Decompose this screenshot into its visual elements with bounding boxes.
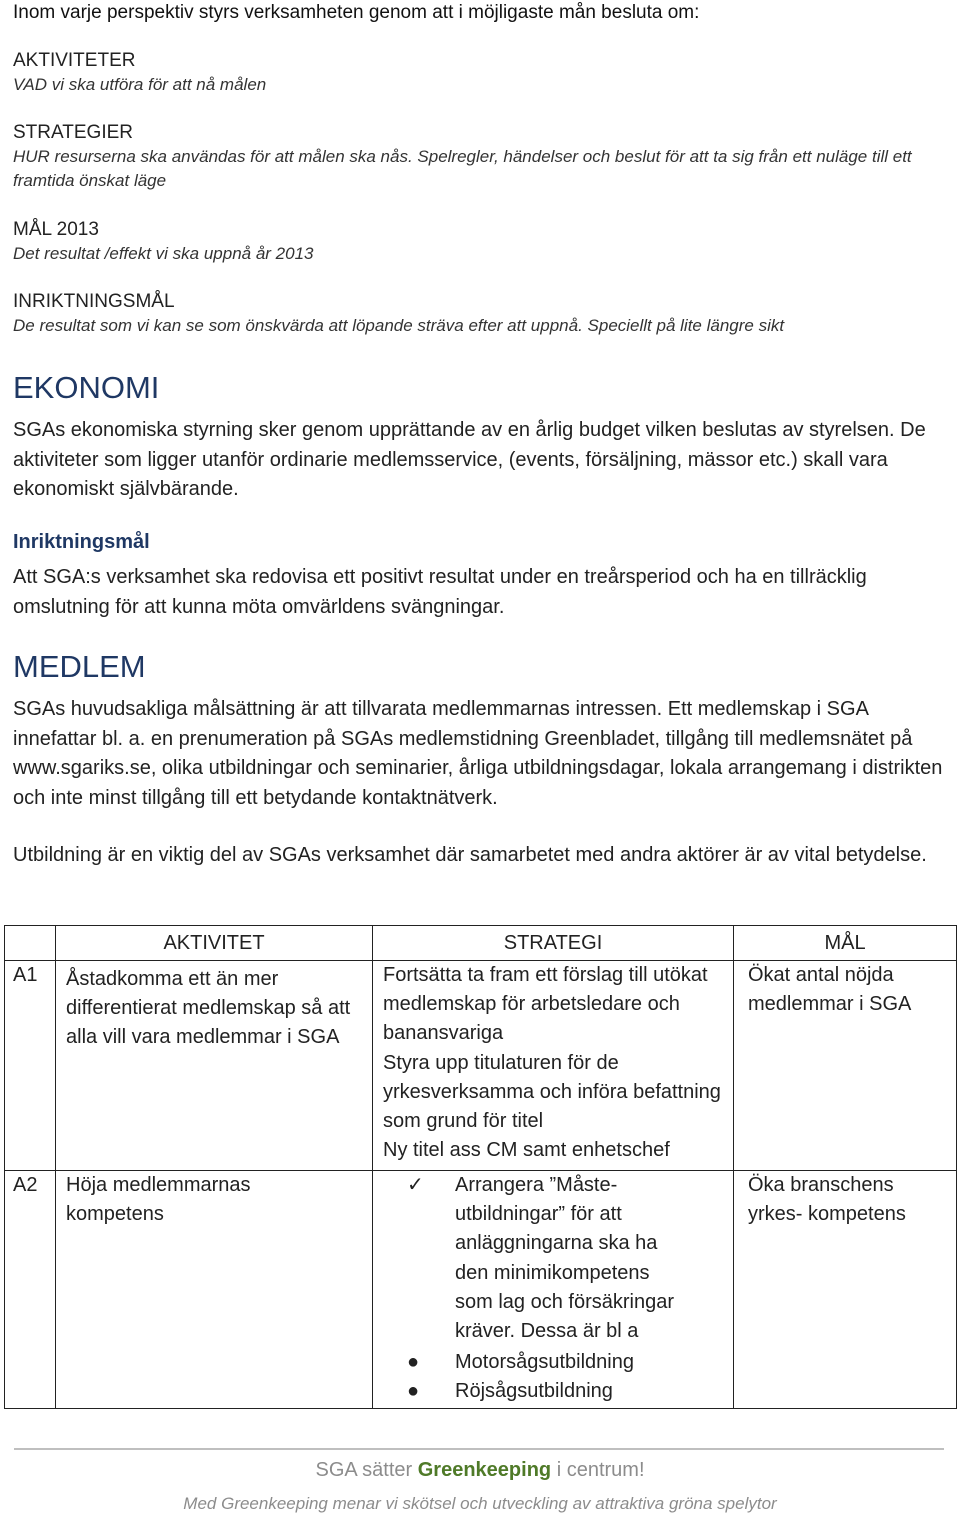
ekonomi-subheading: Inriktningsmål (13, 531, 150, 553)
row-id: A2 (5, 1171, 56, 1409)
checkmark-icon: ✓ (407, 1174, 424, 1196)
row-activity: Åstadkomma ett än mer differentierat medlemskap så att alla vill vara medlemmar i SGA (56, 961, 373, 1171)
definition-desc: Det resultat /effekt vi ska uppnå år 2013 (13, 244, 314, 263)
table-header-row (5, 926, 957, 961)
footer-highlight: Greenkeeping (417, 1459, 552, 1481)
list-item (383, 1348, 725, 1377)
definition-term: AKTIVITETER (13, 50, 136, 71)
intro-text: Inom varje perspektiv styrs verksamheten genom att i möjligaste mån besluta om: (13, 2, 700, 23)
strategy-line: Ny titel ass CM samt enhetschef (383, 1139, 670, 1162)
table-header-activity: AKTIVITET (56, 926, 373, 961)
strategy-line: Fortsätta ta fram ett förslag till utökat medlemskap för arbetsledare och banansvariga (383, 964, 708, 1045)
ekonomi-paragraph: SGAs ekonomiska styrning sker genom upprättande av en årlig budget vilken beslutas av styrelsen. De aktiviteter som ligger utanför ordinarie medlemsservice, (events, försäljning, mässor etc.) skall vara ekonomiskt självbärande. (13, 419, 926, 500)
table-row (5, 1171, 957, 1409)
section-heading-ekonomi: EKONOMI (13, 370, 160, 405)
row-activity: Höja medlemmarnas kompetens (56, 1171, 373, 1409)
row-id: A1 (5, 961, 56, 1171)
row-strategy (373, 961, 734, 1171)
strategy-checklist (383, 1171, 725, 1346)
bullet-icon: ● (407, 1351, 420, 1374)
definition-term: INRIKTNINGSMÅL (13, 291, 175, 312)
table-header-goal: MÅL (734, 926, 957, 961)
row-goal: Ökat antal nöjda medlemmar i SGA (734, 961, 957, 1171)
list-item (383, 1171, 725, 1346)
footer-prefix: SGA sätter (315, 1459, 418, 1481)
activity-table (4, 925, 957, 1409)
definition-term: MÅL 2013 (13, 219, 99, 240)
medlem-paragraph-education: Utbildning är en viktig del av SGAs verksamhet där samarbetet med andra aktörer är av vital betydelse. (13, 844, 927, 866)
list-item (383, 1377, 725, 1406)
strategy-bullets (383, 1348, 725, 1406)
table-header-strategy: STRATEGI (373, 926, 734, 961)
row-goal: Öka branschens yrkes- kompetens (734, 1171, 957, 1409)
definition-desc: HUR resurserna ska användas för att målen ska nås. Spelregler, händelser och beslut för att ta sig från ett nuläge till ett framtida önskat läge (13, 147, 912, 190)
footer-suffix: i centrum! (551, 1459, 645, 1481)
definition-direction-goals (13, 290, 948, 338)
footer-divider (14, 1448, 944, 1450)
footer-slogan (0, 1456, 960, 1484)
row-strategy (373, 1171, 734, 1409)
strategy-bullet-text: Motorsågsutbildning (455, 1351, 634, 1374)
strategy-line: Styra upp titulaturen för de yrkesverksamma och införa befattning som grund för titel (383, 1051, 721, 1133)
definition-goal-2013 (13, 218, 314, 266)
definition-desc: De resultat som vi kan se som önskvärda att löpande sträva efter att uppnå. Speciellt på lite längre sikt (13, 316, 785, 335)
table-row (5, 961, 957, 1171)
strategy-check-text: Arrangera ”Måste- utbildningar” för att anläggningarna ska ha den minimikompetens som lag och försäkringar kräver. Dessa är bl a (455, 1174, 674, 1343)
definition-desc: VAD vi ska utföra för att nå målen (13, 75, 267, 94)
definition-activities (13, 49, 266, 97)
bullet-icon: ● (407, 1380, 420, 1403)
ekonomi-goal: Att SGA:s verksamhet ska redovisa ett positivt resultat under en treårsperiod och ha en tillräcklig omslutning för att kunna möta omvärldens svängningar. (13, 566, 867, 618)
definition-term: STRATEGIER (13, 122, 133, 143)
strategy-bullet-text: Röjsågsutbildning (455, 1380, 613, 1403)
section-heading-medlem: MEDLEM (13, 649, 146, 684)
medlem-paragraph: SGAs huvudsakliga målsättning är att tillvarata medlemmarnas intressen. Ett medlemskap i SGA innefattar bl. a. en prenumeration på SGAs medlemstidning Greenbladet, tillgång till medlemsnätet på www.sgariks.se, olika utbildningar och seminarier, årliga utbildningsdagar, lokala arrangemang i distrikten och inte minst tillgång till ett betydande kontaktnätverk. (13, 698, 943, 809)
definition-strategies (13, 121, 933, 193)
footer-tagline: Med Greenkeeping menar vi skötsel och utveckling av attraktiva gröna spelytor (183, 1494, 777, 1513)
table-header-id (5, 926, 56, 961)
